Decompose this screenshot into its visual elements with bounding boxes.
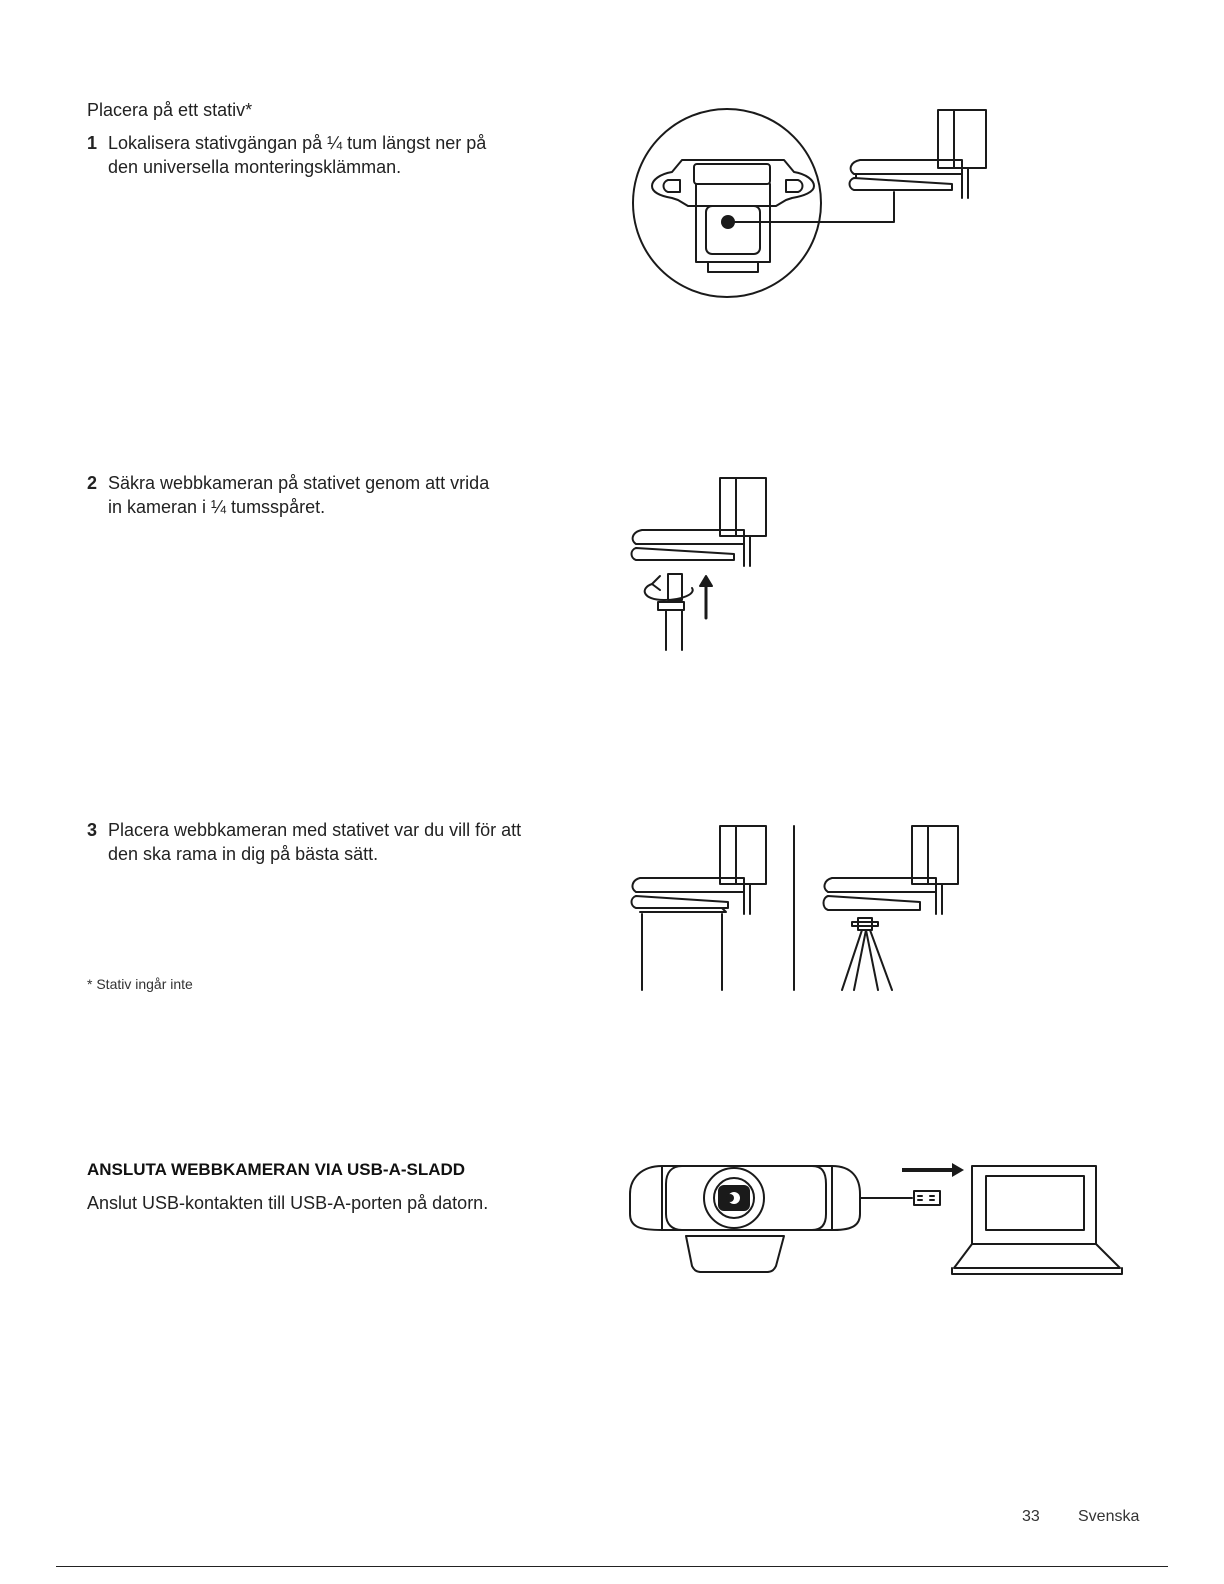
step-text-line: Placera webbkameran med stativet var du vill för att	[108, 820, 522, 840]
footer-rule	[56, 1566, 1168, 1567]
usb-plug-icon	[914, 1191, 940, 1205]
footer-language: Svenska	[1078, 1508, 1140, 1525]
laptop-screen	[972, 1166, 1096, 1244]
webcam-body	[912, 826, 958, 884]
webcam-body	[720, 478, 766, 536]
step-text-line: Lokalisera stativgängan på ¼ tum längst ner på	[108, 133, 487, 153]
step-text-line: Säkra webbkameran på stativet genom att vrida	[108, 473, 490, 493]
webcam-body	[720, 826, 766, 884]
thread-hole-icon	[721, 215, 735, 229]
footnote: * Stativ ingår inte	[87, 976, 193, 992]
section-heading: ANSLUTA WEBBKAMERAN VIA USB-A-SLADD	[87, 1160, 466, 1179]
placement-illustration	[630, 822, 970, 992]
section-title: Placera på ett stativ*	[87, 100, 253, 120]
section-text: Anslut USB-kontakten till USB-A-porten på datorn.	[87, 1193, 489, 1213]
usb-connection-illustration	[626, 1158, 1126, 1278]
magnifier-circle	[633, 109, 821, 297]
step-text-line: den ska rama in dig på bästa sätt.	[108, 844, 379, 864]
step-number: 3	[87, 820, 98, 840]
step-text-line: in kameran i ¼ tumsspåret.	[108, 497, 326, 517]
step-text-line: den universella monteringsklämman.	[108, 157, 402, 177]
step-number: 1	[87, 133, 98, 153]
page-number: 33	[1022, 1508, 1040, 1525]
screw-tripod-illustration	[620, 472, 780, 652]
tripod-thread-illustration	[628, 104, 992, 304]
step-number: 2	[87, 473, 98, 493]
